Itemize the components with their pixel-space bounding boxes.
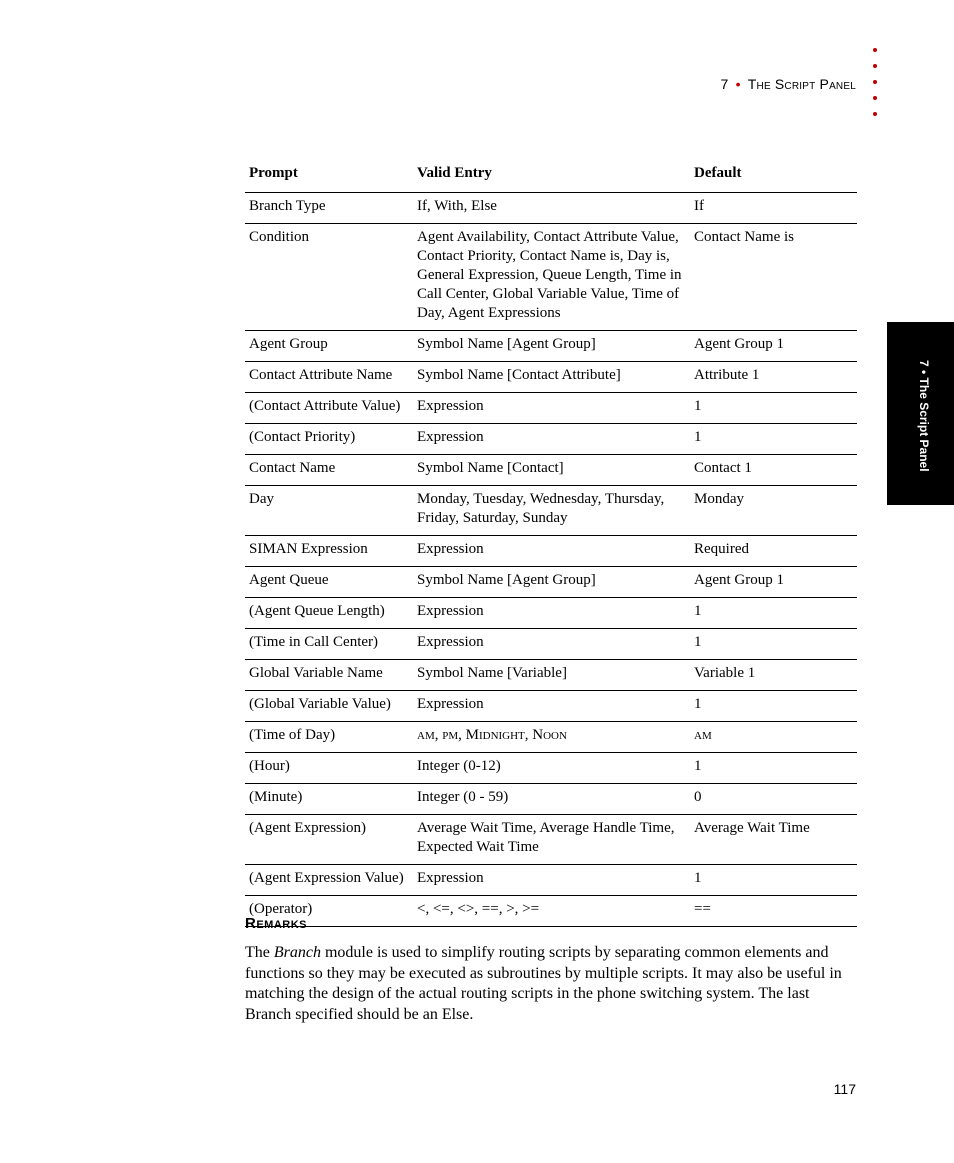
remarks-text-after: module is used to simplify routing scripts by separating common elements and functions so they may be executed as subroutines by multiple scripts. It may also be useful in matching the design of the actual routing scripts in the phone switching system. The last Branch specified should be an Else. [245, 944, 842, 1023]
table-row [245, 598, 857, 629]
cell-valid-entry: Expression [413, 393, 690, 424]
side-tab-label: 7 • The Script Panel [917, 360, 931, 472]
cell-valid-entry: Expression [413, 629, 690, 660]
prompt-table-container [245, 156, 857, 927]
cell-default: Required [690, 536, 857, 567]
cell-prompt: (Global Variable Value) [245, 691, 413, 722]
cell-prompt: Agent Group [245, 331, 413, 362]
cell-prompt: Day [245, 486, 413, 536]
cell-valid-entry: Symbol Name [Agent Group] [413, 331, 690, 362]
cell-prompt: (Contact Priority) [245, 424, 413, 455]
cell-prompt: Contact Name [245, 455, 413, 486]
cell-valid-entry: Expression [413, 691, 690, 722]
cell-prompt: (Time in Call Center) [245, 629, 413, 660]
cell-valid-entry: Symbol Name [Contact Attribute] [413, 362, 690, 393]
page-number: 117 [833, 1081, 856, 1097]
prompt-table [245, 156, 857, 927]
table-row [245, 815, 857, 865]
cell-valid-entry: Expression [413, 865, 690, 896]
cell-valid-entry: Symbol Name [Variable] [413, 660, 690, 691]
cell-valid-entry: Integer (0-12) [413, 753, 690, 784]
table-row [245, 784, 857, 815]
cell-valid-entry: Agent Availability, Contact Attribute Value, Contact Priority, Contact Name is, Day is, General Expression, Queue Length, Time in Call Center, Global Variable Value, Time of Day, Agent Expressions [413, 224, 690, 331]
cell-valid-entry: Expression [413, 424, 690, 455]
cell-default: Agent Group 1 [690, 567, 857, 598]
cell-default: Monday [690, 486, 857, 536]
dot [873, 64, 877, 68]
table-row [245, 393, 857, 424]
cell-prompt: (Operator) [245, 896, 413, 927]
table-row [245, 660, 857, 691]
cell-default: am [690, 722, 857, 753]
cell-prompt: (Time of Day) [245, 722, 413, 753]
cell-prompt: Agent Queue [245, 567, 413, 598]
table-row [245, 536, 857, 567]
chapter-title: The Script Panel [747, 76, 856, 92]
table-row [245, 193, 857, 224]
cell-default: == [690, 896, 857, 927]
cell-default: Variable 1 [690, 660, 857, 691]
remarks-text-before: The [245, 944, 274, 961]
cell-default: If [690, 193, 857, 224]
cell-prompt: (Agent Queue Length) [245, 598, 413, 629]
cell-prompt: (Minute) [245, 784, 413, 815]
cell-default: 1 [690, 424, 857, 455]
table-row [245, 691, 857, 722]
cell-default: 0 [690, 784, 857, 815]
table-row [245, 224, 857, 331]
remarks-heading: Remarks [245, 915, 308, 932]
cell-valid-entry: <, <=, <>, ==, >, >= [413, 896, 690, 927]
cell-valid-entry: Symbol Name [Agent Group] [413, 567, 690, 598]
dot [873, 96, 877, 100]
cell-prompt: Contact Attribute Name [245, 362, 413, 393]
table-row [245, 567, 857, 598]
header-bullet: • [735, 76, 741, 92]
dot [873, 48, 877, 52]
margin-dot-decoration [873, 48, 881, 128]
cell-prompt: (Hour) [245, 753, 413, 784]
table-row [245, 722, 857, 753]
cell-default: Contact Name is [690, 224, 857, 331]
cell-valid-entry: Expression [413, 598, 690, 629]
cell-valid-entry: Integer (0 - 59) [413, 784, 690, 815]
table-row [245, 629, 857, 660]
cell-prompt: Condition [245, 224, 413, 331]
cell-prompt: (Contact Attribute Value) [245, 393, 413, 424]
table-row [245, 753, 857, 784]
column-header-prompt: Prompt [245, 156, 413, 193]
cell-valid-entry: If, With, Else [413, 193, 690, 224]
cell-default: 1 [690, 691, 857, 722]
cell-valid-entry: am, pm, Midnight, Noon [413, 722, 690, 753]
cell-default: Average Wait Time [690, 815, 857, 865]
column-header-valid-entry: Valid Entry [413, 156, 690, 193]
dot [873, 112, 877, 116]
cell-default: 1 [690, 629, 857, 660]
table-body [245, 193, 857, 927]
table-row [245, 865, 857, 896]
cell-prompt: Branch Type [245, 193, 413, 224]
remarks-paragraph [245, 943, 859, 1025]
table-header-row [245, 156, 857, 193]
cell-valid-entry: Monday, Tuesday, Wednesday, Thursday, Friday, Saturday, Sunday [413, 486, 690, 536]
table-row [245, 486, 857, 536]
cell-prompt: Global Variable Name [245, 660, 413, 691]
cell-default: Attribute 1 [690, 362, 857, 393]
cell-default: 1 [690, 598, 857, 629]
cell-valid-entry: Symbol Name [Contact] [413, 455, 690, 486]
cell-default: 1 [690, 753, 857, 784]
cell-prompt: (Agent Expression Value) [245, 865, 413, 896]
cell-prompt: (Agent Expression) [245, 815, 413, 865]
chapter-number: 7 [720, 76, 729, 92]
cell-default: Agent Group 1 [690, 331, 857, 362]
cell-valid-entry: Average Wait Time, Average Handle Time, Expected Wait Time [413, 815, 690, 865]
cell-default: 1 [690, 393, 857, 424]
cell-default: 1 [690, 865, 857, 896]
chapter-side-tab [887, 322, 954, 505]
table-row [245, 362, 857, 393]
cell-valid-entry: Expression [413, 536, 690, 567]
module-name: Branch [273, 944, 321, 961]
cell-prompt: SIMAN Expression [245, 536, 413, 567]
table-row [245, 424, 857, 455]
table-row [245, 896, 857, 927]
running-header [720, 76, 856, 92]
column-header-default: Default [690, 156, 857, 193]
dot [873, 80, 877, 84]
table-row [245, 331, 857, 362]
cell-default: Contact 1 [690, 455, 857, 486]
table-row [245, 455, 857, 486]
